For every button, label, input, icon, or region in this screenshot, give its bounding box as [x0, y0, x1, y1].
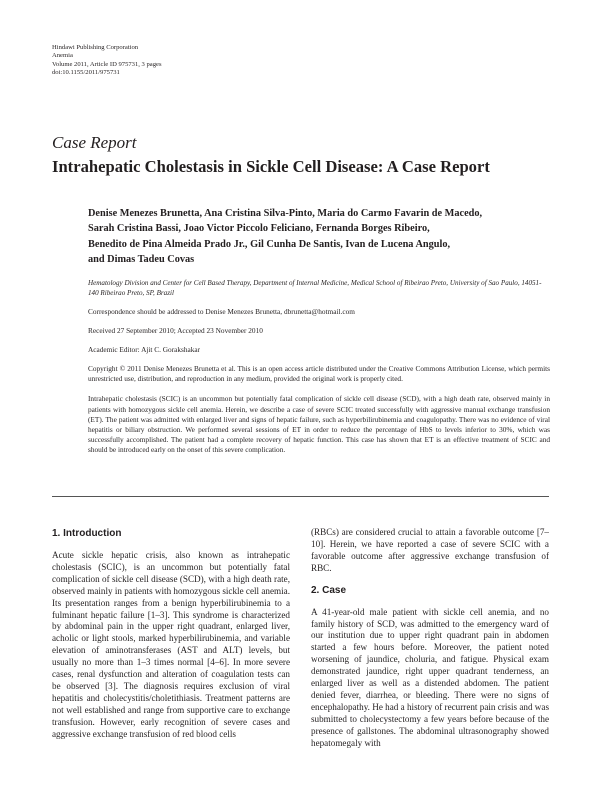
- abstract: Intrahepatic cholestasis (SCIC) is an uncommon but potentially fatal complication of sickle cell disease (SCD), with a high death rate, observed mainly in patients with homozygous sickle cell anemia. Herein, we describe a case of severe SCIC treated successfully with aggressive manual exchange transfusion (ET). The patient was admitted with enlarged liver and signs of hepatic failure, such as hyperbilirubinemia and coagulopathy. There was no evidence of viral hepatitis or biliary obstruction. We performed several sessions of ET in order to reduce the percentage of HbS to levels inferior to 30%, which was successfully accomplished. The patient had a complete recovery of hepatic function. This case has shown that ET is an effective treatment of SCIC and should be introduced early on the onset of this severe complication.: [88, 394, 550, 454]
- article-title: Intrahepatic Cholestasis in Sickle Cell Disease: A Case Report: [52, 157, 490, 176]
- received-accepted-dates: Received 27 September 2010; Accepted 23 November 2010: [88, 326, 263, 336]
- author-line: Sarah Cristina Bassi, Joao Victor Piccolo Feliciano, Fernanda Borges Ribeiro,: [88, 223, 430, 235]
- section-divider: [52, 496, 549, 497]
- article-type: Case Report: [52, 133, 137, 152]
- front-matter: [88, 206, 550, 455]
- academic-editor: Academic Editor: Ajit C. Gorakshakar: [88, 345, 201, 355]
- publisher-name: Hindawi Publishing Corporation: [52, 44, 139, 51]
- journal-header: [52, 44, 162, 78]
- introduction-text: Acute sickle hepatic crisis, also known as intrahepatic cholestasis (SCIC), is an uncommon but potentially fatal complication of sickle cell disease (SCD), with a high death rate, observed mainly in patients with homozygous sickle cell anemia. Its presentation ranges from a benign hyperbilirubinemia to a fulminant hepatic failure [1–3]. This syndrome is characterized by abdominal pain in the upper right quadrant, enlarged liver, acholic or light stools, marked hyperbilirubinemia, and variable elevation of aminotransferases (AST and ALT) levels, but usually no more than 1–3 times normal [4–6]. In more severe cases, renal dysfunction and alteration of coagulation tests can be observed [3]. The diagnosis requires exclusion of viral hepatitis and cholecystitis/choletithiasis. Treatment patterns are not well established and range from supportive care to exchange transfusion. However, early recognition of severe cases and aggressive exchange transfusion of red blood cells: [52, 550, 290, 739]
- doi[interactable]: doi:10.1155/2011/975731: [52, 69, 120, 77]
- correspondence: Correspondence should be addressed to Denise Menezes Brunetta, dbrunetta@hotmail.com: [88, 307, 355, 317]
- introduction-heading: 1. Introduction: [52, 528, 122, 539]
- case-heading: 2. Case: [311, 584, 347, 596]
- right-column: [311, 527, 549, 750]
- case-text: A 41-year-old male patient with sickle cell anemia, and no family history of SCD, was admitted to the emergency ward of our institution due to upper right quadrant pain in abdomen started a few hours before. Moreover, the patient noted worsening of jaundice, choluria, and fatigue. Physical exam demonstrated jaundice, right upper quadrant tenderness, an enlarged liver as well as a distended abdomen. The patient denied fever, diarrhea, or bleeding. There were no signs of encephalopathy. He had a history of recurrent pain crisis and was submitted to cholecystectomy a few years before because of the presence of gallstones. The abdominal ultrasonography showed hepatomegaly with: [311, 606, 549, 748]
- copyright-notice: Copyright © 2011 Denise Menezes Brunetta et al. This is an open access article distributed under the Creative Commons Attribution License, which permits unrestricted use, distribution, and reproduction in any medium, provided the original work is properly cited.: [88, 364, 550, 384]
- left-column: [52, 527, 290, 741]
- author-list: [88, 206, 550, 268]
- author-line: and Dimas Tadeu Covas: [88, 254, 195, 266]
- author-line: Denise Menezes Brunetta, Ana Cristina Silva-Pinto, Maria do Carmo Favarin de Macedo,: [88, 208, 483, 219]
- author-line: Benedito de Pina Almeida Prado Jr., Gil Cunha De Santis, Ivan de Lucena Angulo,: [88, 238, 451, 250]
- journal-name: Anemia: [52, 52, 73, 60]
- introduction-continued-text: (RBCs) are considered crucial to attain a favorable outcome [7–10]. Herein, we have reported a case of severe SCIC with a favorable outcome after aggressive exchange transfusion of RBC.: [311, 527, 549, 573]
- affiliation: Hematology Division and Center for Cell Based Therapy, Department of Internal Medicine, Medical School of Ribeirao Preto, University of Sao Paulo, 14051-140 Ribeirao Preto, SP, Brazil: [88, 278, 542, 297]
- volume-info: Volume 2011, Article ID 975731, 3 pages: [52, 60, 162, 68]
